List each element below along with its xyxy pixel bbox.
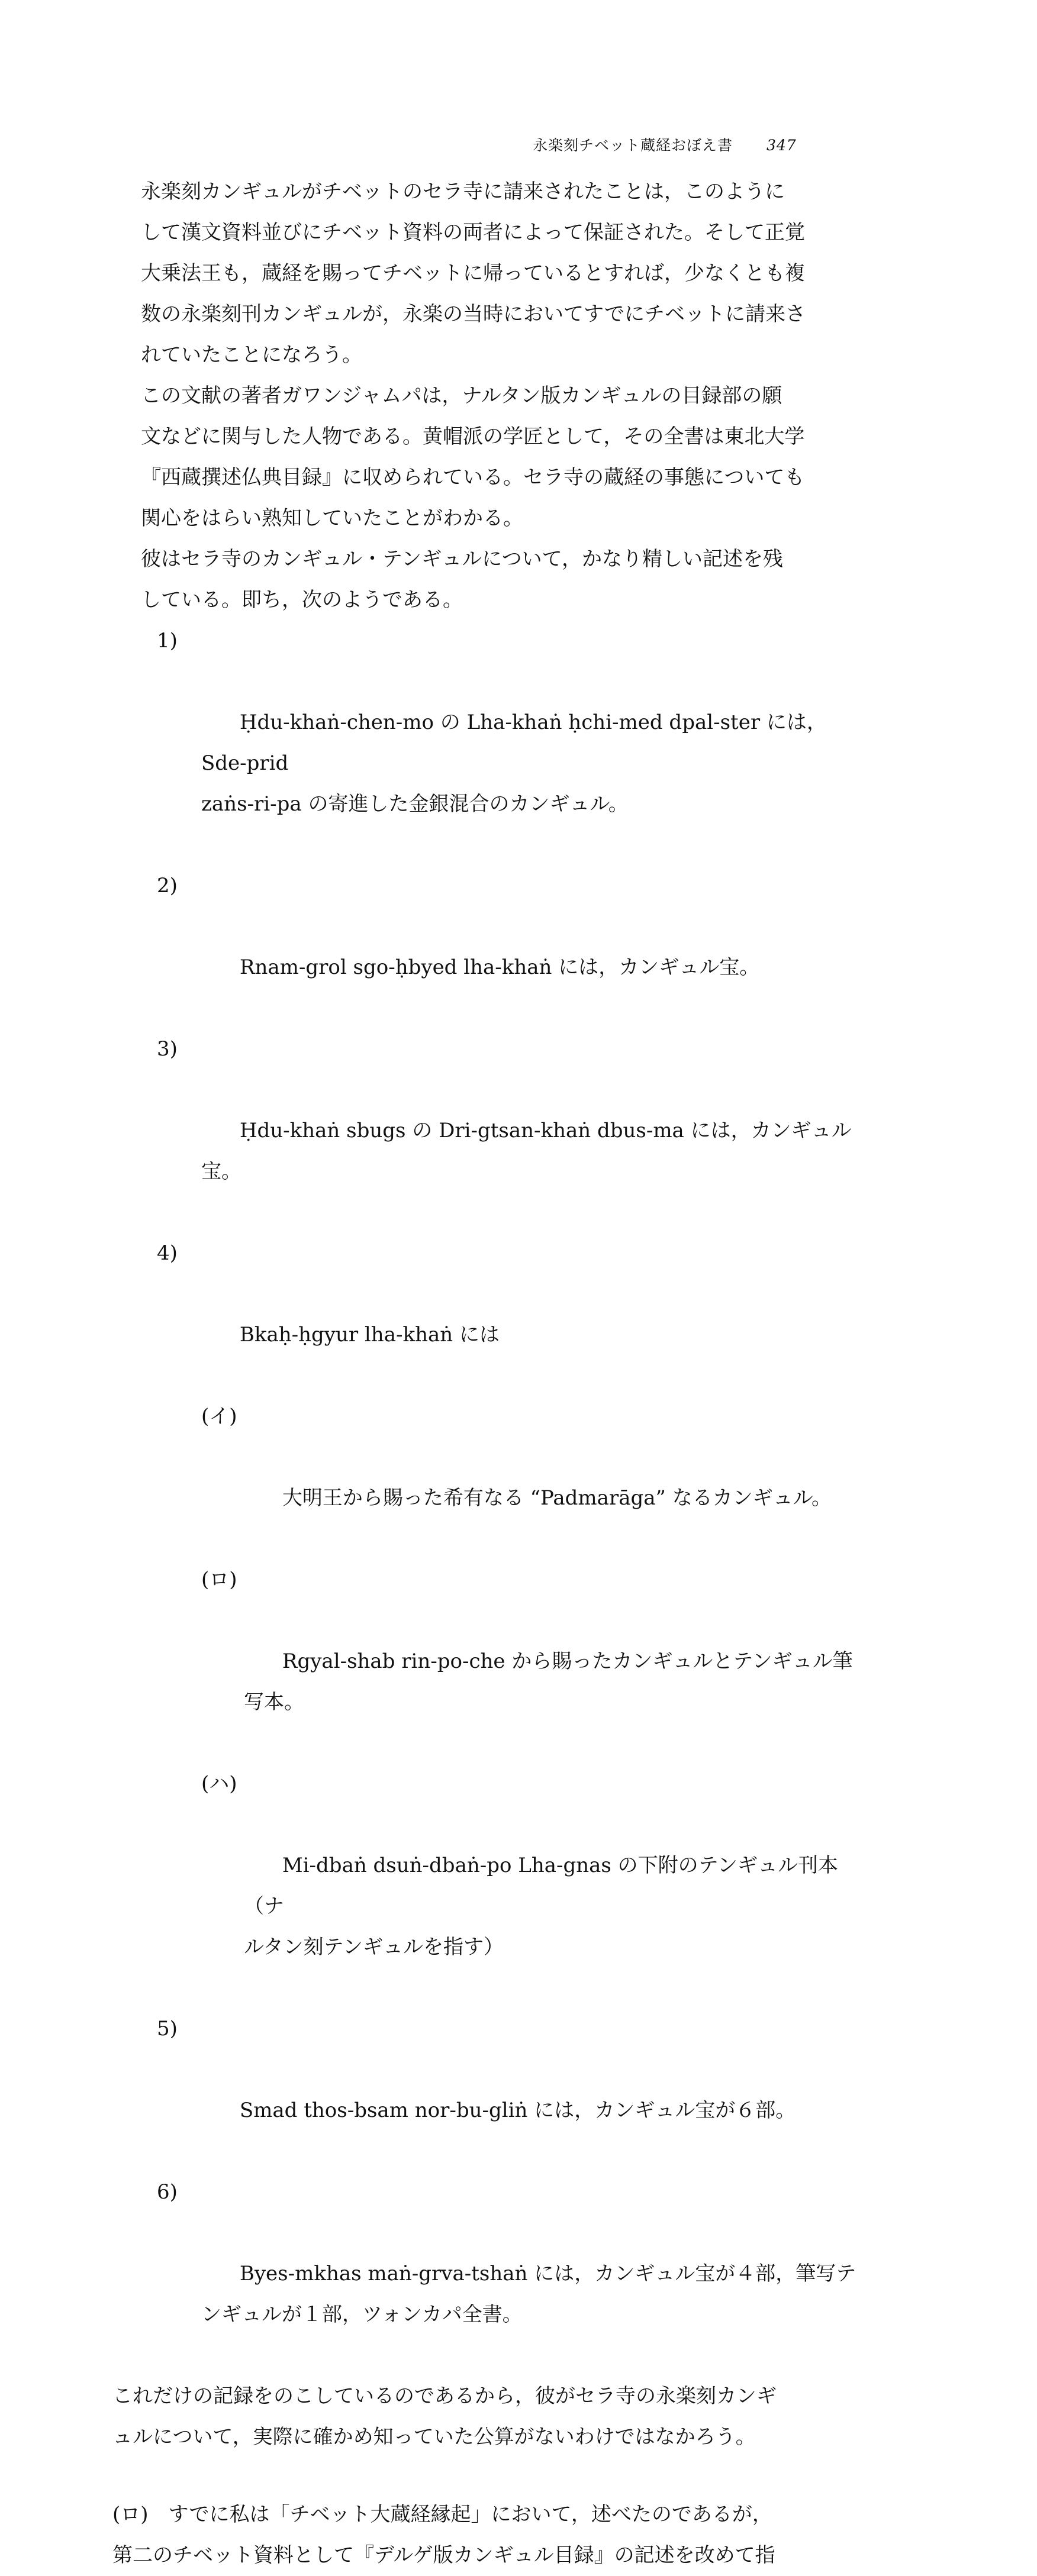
list-item-number: 4) [157, 1241, 178, 1265]
list-item-number: 5) [157, 2017, 178, 2041]
paragraph-1: 永楽刻カンギュルがチベットのセラ寺に請来されたことは，このように して漢文資料並びにチベット資料の両者によって保証された。そして正覚 大乗法王も，蔵経を賜ってチベットに帰っているとすれば，少なくとも複 数の永楽刻刊カンギュルが，永楽の当時においてすでにチベットに請来さ れていたことになろう。 [141, 180, 806, 367]
list-item-text: Ḥdu-khaṅ sbugs の Dri-gtsan-khaṅ dbus-ma には，カンギュル宝。 [201, 1119, 852, 1183]
list-item-text: Smad thos-bsam nor-bu-gliṅ には，カンギュル宝が６部。 [239, 2099, 796, 2122]
section-gap [112, 2458, 858, 2494]
page-number: 347 [766, 137, 797, 154]
section-paragraph: (ロ) すでに私は「チベット大蔵経縁起」において，述べたのであるが， 第二のチベット資料として『デルゲ版カンギュル目録』の記述を改めて指 [112, 2503, 775, 2567]
running-head [533, 134, 840, 155]
list-item-text: Bkaḥ-ḥgyur lha-khaṅ には [239, 1323, 500, 1347]
sub-list-marker: (イ) [201, 1405, 237, 1428]
list-item-number: 2) [157, 874, 178, 898]
list-item [112, 1233, 858, 1396]
list-item [112, 2009, 858, 2172]
sub-list-item [112, 1764, 858, 2009]
numbered-list [112, 621, 858, 1396]
list-item [112, 866, 858, 1029]
sub-list-item [112, 1396, 858, 1560]
body-text [112, 172, 858, 2576]
list-item-number: 3) [157, 1037, 178, 1061]
paragraph-3: 彼はセラ寺のカンギュル・テンギュルについて，かなり精しい記述を残 している。即ち，次のようである。 [141, 547, 783, 612]
list-item [112, 621, 858, 866]
sub-list-text: 大明王から賜った希有なる “Padmarāga” なるカンギュル。 [282, 1486, 832, 1510]
list-item [112, 1029, 858, 1233]
list-item [112, 2172, 858, 2376]
list-item-number: 6) [157, 2180, 178, 2204]
closing-paragraph: これだけの記録をのこしているのであるから，彼がセラ寺の永楽刻カンギ ュルについて，実際に確かめ知っていた公算がないわけではなかろう。 [112, 2384, 777, 2449]
list-item-text: Rnam-grol sgo-ḥbyed lha-khaṅ には，カンギュル宝。 [239, 955, 760, 979]
sub-list-text: Rgyal-shab rin-po-che から賜ったカンギュルとテンギュル筆 写本。 [244, 1649, 853, 1714]
paragraph-2: この文献の著者ガワンジャムパは，ナルタン版カンギュルの目録部の願 文などに関与した人物である。黄帽派の学匠として，その全書は東北大学 『西蔵撰述仏典目録』に収められている。セラ寺の蔵経の事態についても 関心をはらい熟知していたことがわかる。 [141, 384, 805, 530]
sub-list-marker: (ロ) [201, 1568, 237, 1592]
sub-list-item [112, 1560, 858, 1764]
list-item-text: Byes-mkhas maṅ-grva-tshaṅ には，カンギュル宝が４部，筆写テ ンギュルが１部，ツォンカパ全書。 [201, 2262, 856, 2326]
sub-list [112, 1396, 858, 2009]
sub-list-text: Mi-dbaṅ dsuṅ-dbaṅ-po Lha-gnas の下附のテンギュル刊本（ナ ルタン刻テンギュルを指す） [244, 1854, 838, 1959]
running-head-title: 永楽刻チベット蔵経おぼえ書 [533, 137, 733, 154]
list-item-number: 1) [157, 629, 178, 653]
sub-list-marker: (ハ) [201, 1772, 237, 1796]
numbered-list-continued [112, 2009, 858, 2376]
list-item-text: Ḥdu-khaṅ-chen-mo の Lha-khaṅ ḥchi-med dpal-ster には，Sde-prid zaṅs-ri-pa の寄進した金銀混合のカンギュル。 [201, 711, 827, 816]
